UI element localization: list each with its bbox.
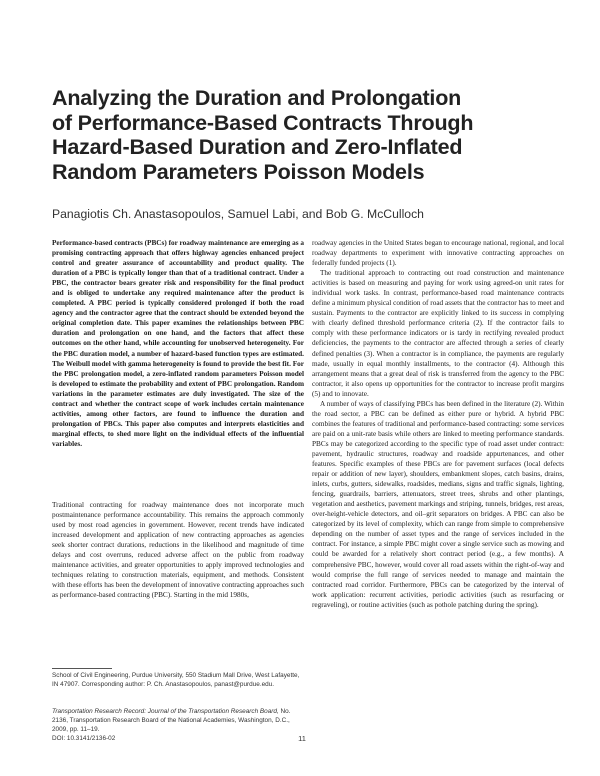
intro-paragraph: Traditional contracting for roadway maintenance does not incorporate much postmaintenance performance accountability. This remains the approach commonly used by most road agencies in government. However, recent trends have indicated increased development and application of new contracting approaches as agencies seek shorter contract durations, reductions in the likelihood and magnitude of time delays and cost overruns, reduced adverse affect on the public from roadway maintenance activities, and greater opportunities to apply improved technologies and techniques relating to construction materials, equipment, and methods. Consistent with these efforts has been the development of innovative contracting approaches such as performance-based contracting (PBC). Starting in the mid 1980s, <box>52 501 304 600</box>
affiliation-footnote <box>52 672 304 690</box>
introduction <box>52 500 304 600</box>
title-line: of Performance-Based Contracts Through <box>52 110 474 135</box>
title-line: Analyzing the Duration and Prolongation <box>52 86 462 110</box>
title-line: Hazard-Based Duration and Zero-Inflated <box>52 135 463 159</box>
affiliation-text: School of Civil Engineering, Purdue University, 550 Stadium Mall Drive, West Lafayette, IN 47907. Corresponding author: P. Ch. Anastasopoulos, panast@purdue.edu. <box>52 672 300 688</box>
paper-title <box>52 86 562 184</box>
body-paragraph: The traditional approach to contracting out road construction and maintenance activities is based on measuring and paying for work using agreed-on unit rates for individual work tasks. In contrast, performance-based road maintenance contracts define a minimum physical condition of road assets that the contractor has to meet and sustain. Payments to the contractor are explicitly linked to its success in complying with clearly defined threshold performance criteria (2). If the contractor fails to comply with these performance indicators or is tardy in rectifying revealed product deficiencies, the payments to the contractor are affected through a series of clearly defined penalties (3). When a contractor is in compliance, the payments are regularly made, usually in equal monthly installments, to the contractor (4). Although this arrangement means that a great deal of risk is transferred from the agency to the PBC contractor, it also opens up opportunities for the contractor to increase profit margins (5) and to innovate. <box>312 269 564 398</box>
abstract-text: Performance-based contracts (PBCs) for roadway maintenance are emerging as a promising contracting approach that offers highway agencies enhanced project control and greater assurance of accountability and product quality. The duration of a PBC is typically longer than that of a traditional contract. Under a PBC, the contractor bears greater risk and responsibility for the final product and is obliged to undertake any required maintenance after the product is completed. A PBC period is typically considered prolonged if both the road agency and the contractor agree that the contract should be extended beyond the original completion date. This paper examines the relationships between PBC duration and prolongation on one hand, and the factors that affect these outcomes on the other hand, while accounting for unobserved heterogeneity. For the PBC duration model, a number of hazard-based function types are estimated. The Weibull model with gamma heterogeneity is found to provide the best fit. For the PBC prolongation model, a zero-inflated random parameters Poisson model is developed to estimate the probability and extent of PBC prolongation. Random variations in the parameter estimates are duly investigated. The size of the contract and whether the contract scope of work includes certain maintenance activities, among other factors, are found to influence the duration and prolongation of PBCs. This paper also computes and interprets elasticities and marginal effects, to shed more light on the individual effects of the influential variables. <box>52 239 304 448</box>
journal-details: No. 2136, Transportation Research Board of the National Academies, Washington, D.C., 2009, pp. 11–19. <box>52 708 291 733</box>
page-number: 11 <box>298 734 306 743</box>
body-paragraph: roadway agencies in the United States began to encourage national, regional, and local roadway departments to experiment with innovative contracting approaches on federally funded projects (1). <box>312 239 564 268</box>
right-column <box>312 238 564 610</box>
body-paragraph: A number of ways of classifying PBCs has been defined in the literature (2). Within the road sector, a PBC can be defined as either pure or hybrid. A hybrid PBC combines the features of traditional and performance-based contracting: some services are paid on a unit-rate basis while others are linked to meeting performance standards. PBCs may be categorized according to the specific type of road asset under contract: pavement, hydraulic structures, roadway and roadside appurtenances, and other features. Specific examples of these PBCs are for pavement surfaces (local defects repair or addition of new layer), shoulders, embankment slopes, catch basins, drains, inlets, curbs, gutters, sidewalks, roadsides, medians, signs and traffic signals, lighting, fencing, guardrails, barriers, attenuators, street trees, shrubs and other plantings, vegetation and aesthetics, pavement markings and striping, tunnels, bridges, rest areas, over-height-vehicle detectors, and oil–grit separators on bridges. A PBC can also be categorized by its level of complexity, which can range from simple to comprehensive depending on the number of asset types and the range of services included in the contract. For instance, a simple PBC might cover a single service such as mowing and could be awarded for a relatively short contract period (e.g., a few months). A comprehensive PBC, however, would cover all road assets within the right-of-way and would comprise the full range of services needed to manage and maintain the contracted road corridor. Furthermore, PBCs can be categorized by the interval of work application: recurrent activities, periodic activities (such as resurfacing or regraveling), or routine activities (such as pothole patching during the spring). <box>312 399 564 609</box>
author-list: Panagiotis Ch. Anastasopoulos, Samuel Labi, and Bob G. McCulloch <box>52 207 424 221</box>
title-line: Random Parameters Poisson Models <box>52 159 425 184</box>
journal-name: Transportation Research Record: Journal of the Transportation Research Board, <box>52 708 279 715</box>
journal-citation <box>52 708 304 744</box>
doi: DOI: 10.3141/2136-02 <box>52 734 116 742</box>
abstract <box>52 238 304 478</box>
footnote-rule <box>52 668 112 669</box>
